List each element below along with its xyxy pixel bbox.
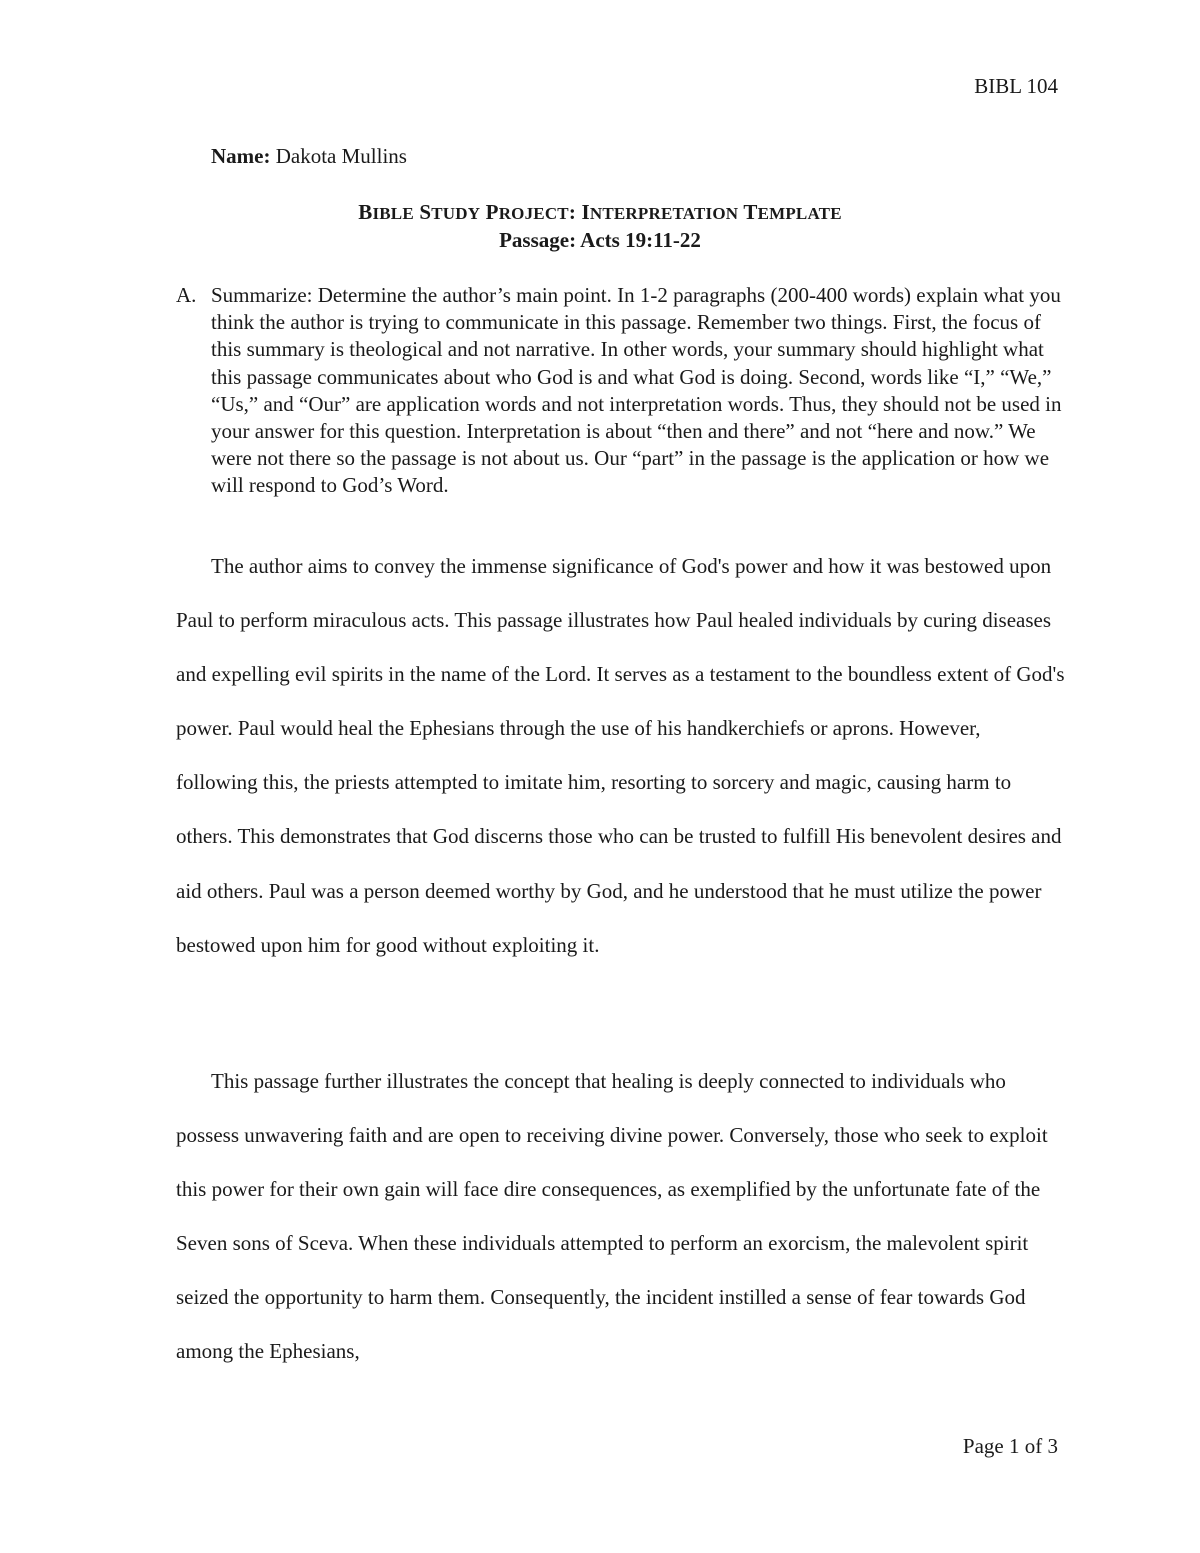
document-title xyxy=(0,199,1200,227)
title-rest-4: NTERPRETATION xyxy=(589,204,739,223)
passage-reference: Passage: Acts 19:11-22 xyxy=(499,228,701,252)
instruction-item xyxy=(176,282,1066,500)
page-number: Page 1 of 3 xyxy=(962,1434,1058,1458)
title-initial-2: S xyxy=(419,200,432,224)
answer-paragraph-2: This passage further illustrates the concept that healing is deeply connected to individuals who possess unwavering faith and are open to receiving divine power. Conversely, those who seek to exploit this power for their own gain will face dire consequences, as exemplified by the unfortunate fate of the Seven sons of Sceva. When these individuals attempted to perform an exorcism, the malevolent spirit seized the opportunity to harm them. Consequently, the incident instilled a sense of fear towards God among the Ephesians, xyxy=(176,1069,1048,1364)
title-initial-4: I xyxy=(581,200,590,224)
student-name-line xyxy=(211,142,407,170)
title-rest-2: TUDY xyxy=(431,204,481,223)
title-initial-3: P xyxy=(485,200,499,224)
title-separator: : xyxy=(568,200,577,224)
list-marker: A. xyxy=(176,283,197,307)
title-block xyxy=(0,199,1200,254)
title-rest-5: EMPLATE xyxy=(757,204,842,223)
instruction-text: Summarize: Determine the author’s main point. In 1-2 paragraphs (200-400 words) explain what you think the author is trying to communicate in this passage. Remember two things. First, the focus of this summary is theological and not narrative. In other words, your summary should highlight what this passage communicates about who God is and what God is doing. Second, words like “I,” “We,” “Us,” and “Our” are application words and not interpretation words. Thus, they should not be used in your answer for this question. Interpretation is about “then and there” and not “here and now.” We were not there so the passage is not about us. Our “part” in the passage is the application or how we will respond to God’s Word. xyxy=(211,283,1062,498)
title-rest-3: ROJECT xyxy=(498,204,569,223)
title-initial-1: B xyxy=(358,200,373,224)
course-header: BIBL 104 xyxy=(974,74,1058,98)
name-label: Name: xyxy=(211,144,271,168)
title-initial-5: T xyxy=(743,200,758,224)
answer-paragraph-1: The author aims to convey the immense significance of God's power and how it was bestowed upon Paul to perform miraculous acts. This passage illustrates how Paul healed individuals by curing diseases and expelling evil spirits in the name of the Lord. It serves as a testament to the boundless extent of God's power. Paul would heal the Ephesians through the use of his handkerchiefs or aprons. However, following this, the priests attempted to imitate him, resorting to sorcery and magic, causing harm to others. This demonstrates that God discerns those who can be trusted to fulfill His benevolent desires and aid others. Paul was a person deemed worthy by God, and he understood that he must utilize the power bestowed upon him for good without exploiting it. xyxy=(176,554,1065,957)
name-value: Dakota Mullins xyxy=(275,144,407,168)
title-rest-1: IBLE xyxy=(372,204,414,223)
